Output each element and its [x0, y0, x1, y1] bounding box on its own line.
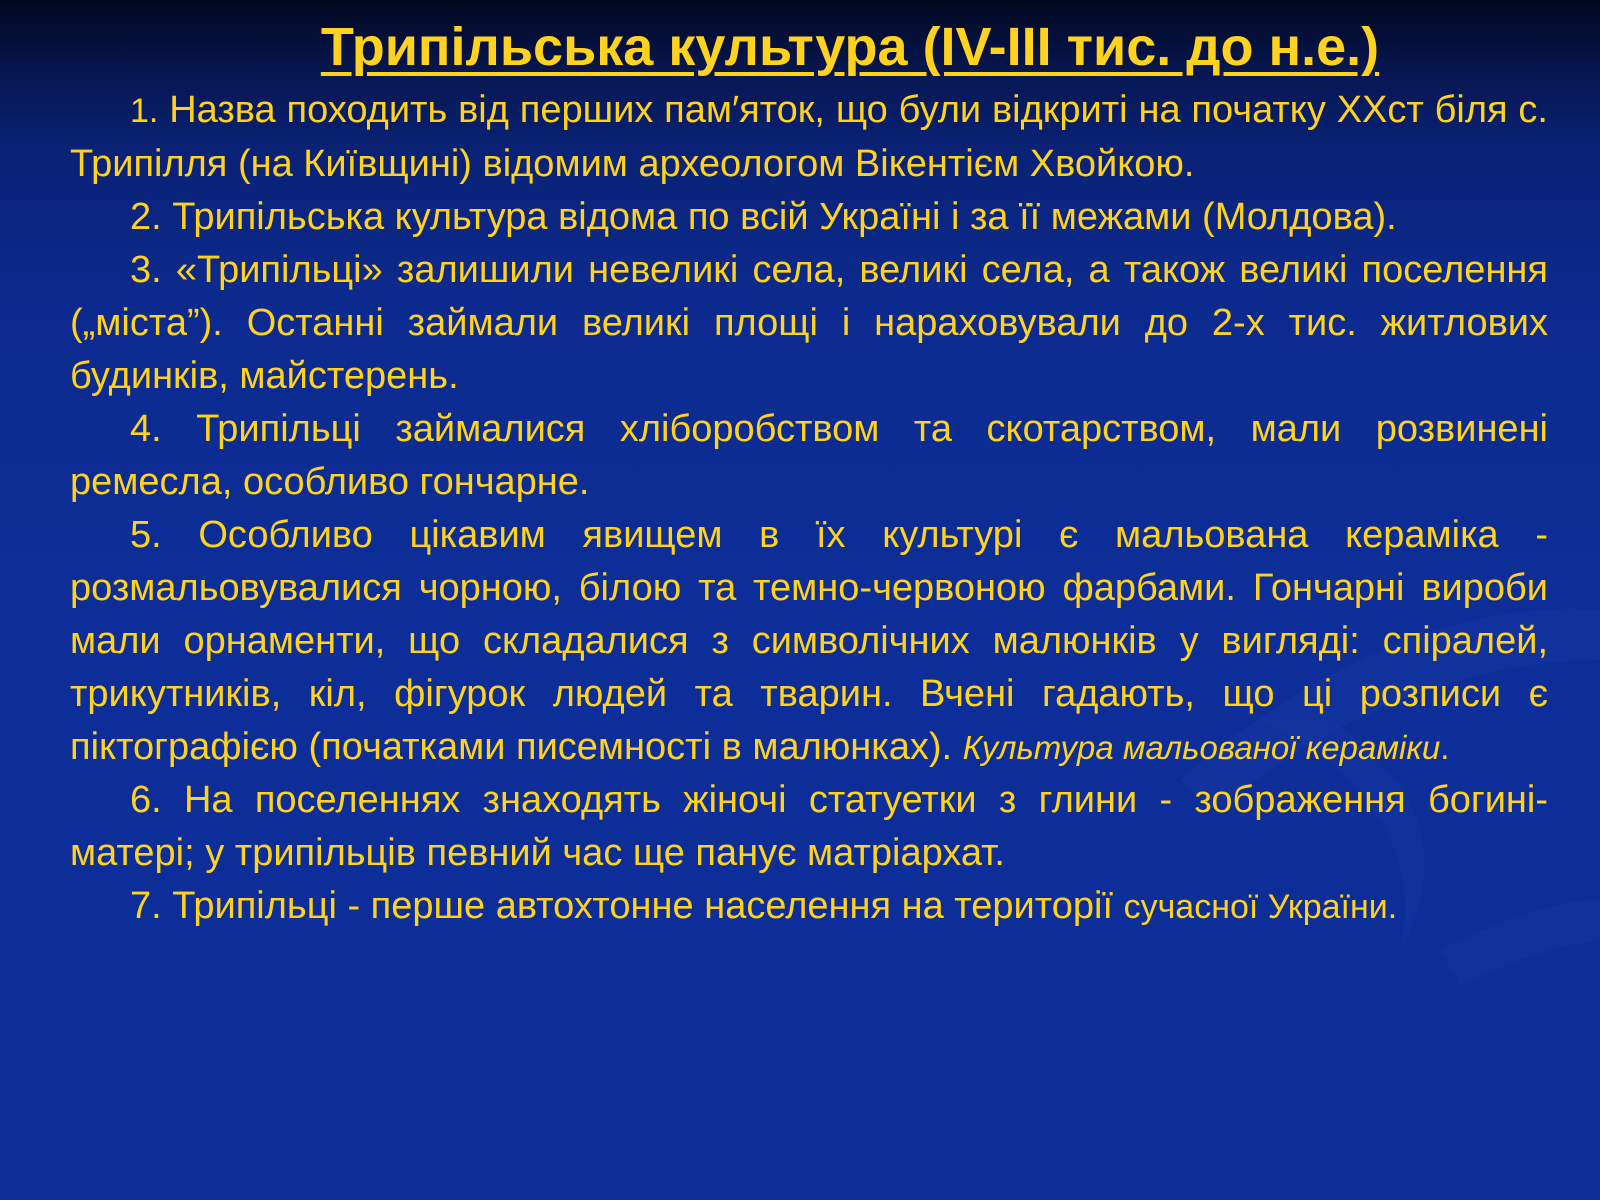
point-6-text: На поселеннях знаходять жіночі статуетки з глини - зображення богині-матері; у трипільців певний час ще панує матріархат.: [70, 779, 1549, 874]
point-3: [70, 244, 1548, 403]
point-1-text: Назва походить від перших пам′яток, що були відкриті на початку ХХст біля с. Трипілля (на Київщині) відомим археологом Вікентієм Хвойкою.: [70, 89, 1548, 185]
slide-body: [70, 84, 1548, 934]
point-7-number: 7.: [130, 885, 162, 927]
point-7-text: Трипільці - перше автохтонне населення на території: [172, 885, 1114, 927]
point-3-text: «Трипільці» залишили невеликі села, великі села, а також великі поселення („міста”). Останні займали великі площі і нараховували до 2-х тис. житлових будинків, майстерень.: [70, 249, 1548, 397]
point-4-text: Трипільці займалися хліборобством та скотарством, мали розвинені ремесла, особливо гончарне.: [70, 408, 1548, 503]
point-7-small-text: сучасної України.: [1123, 888, 1398, 926]
point-5-text: Особливо цікавим явищем в їх культурі є мальована кераміка - розмальовувалися чорною, білою та темно-червоною фарбами. Гончарні вироби мали орнаменти, що складалися з символічних малюнків у вигляді: спіралей, трикутників, кіл, фігурок людей та тварин. Вчені гадають, що ці розписи є піктографією (початками писемності в малюнках).: [70, 514, 1548, 768]
point-1-number: 1.: [130, 92, 159, 130]
point-2-text: Трипільська культура відома по всій Україні і за її межами (Молдова).: [172, 196, 1397, 238]
point-2-number: 2.: [130, 196, 162, 238]
point-6: [70, 774, 1548, 880]
point-4-number: 4.: [130, 408, 162, 450]
point-2: [70, 191, 1548, 244]
point-5: [70, 509, 1548, 774]
point-1: [70, 84, 1548, 191]
point-4: [70, 403, 1548, 509]
point-7: [70, 880, 1548, 934]
point-5-number: 5.: [130, 514, 162, 556]
slide-title: Трипільська культура (IV-III тис. до н.е.): [320, 17, 1380, 77]
point-5-italic-term: Культура мальованої кераміки: [962, 729, 1441, 766]
point-6-number: 6.: [130, 779, 162, 821]
point-5-period: .: [1440, 729, 1450, 766]
point-3-number: 3.: [130, 249, 162, 291]
